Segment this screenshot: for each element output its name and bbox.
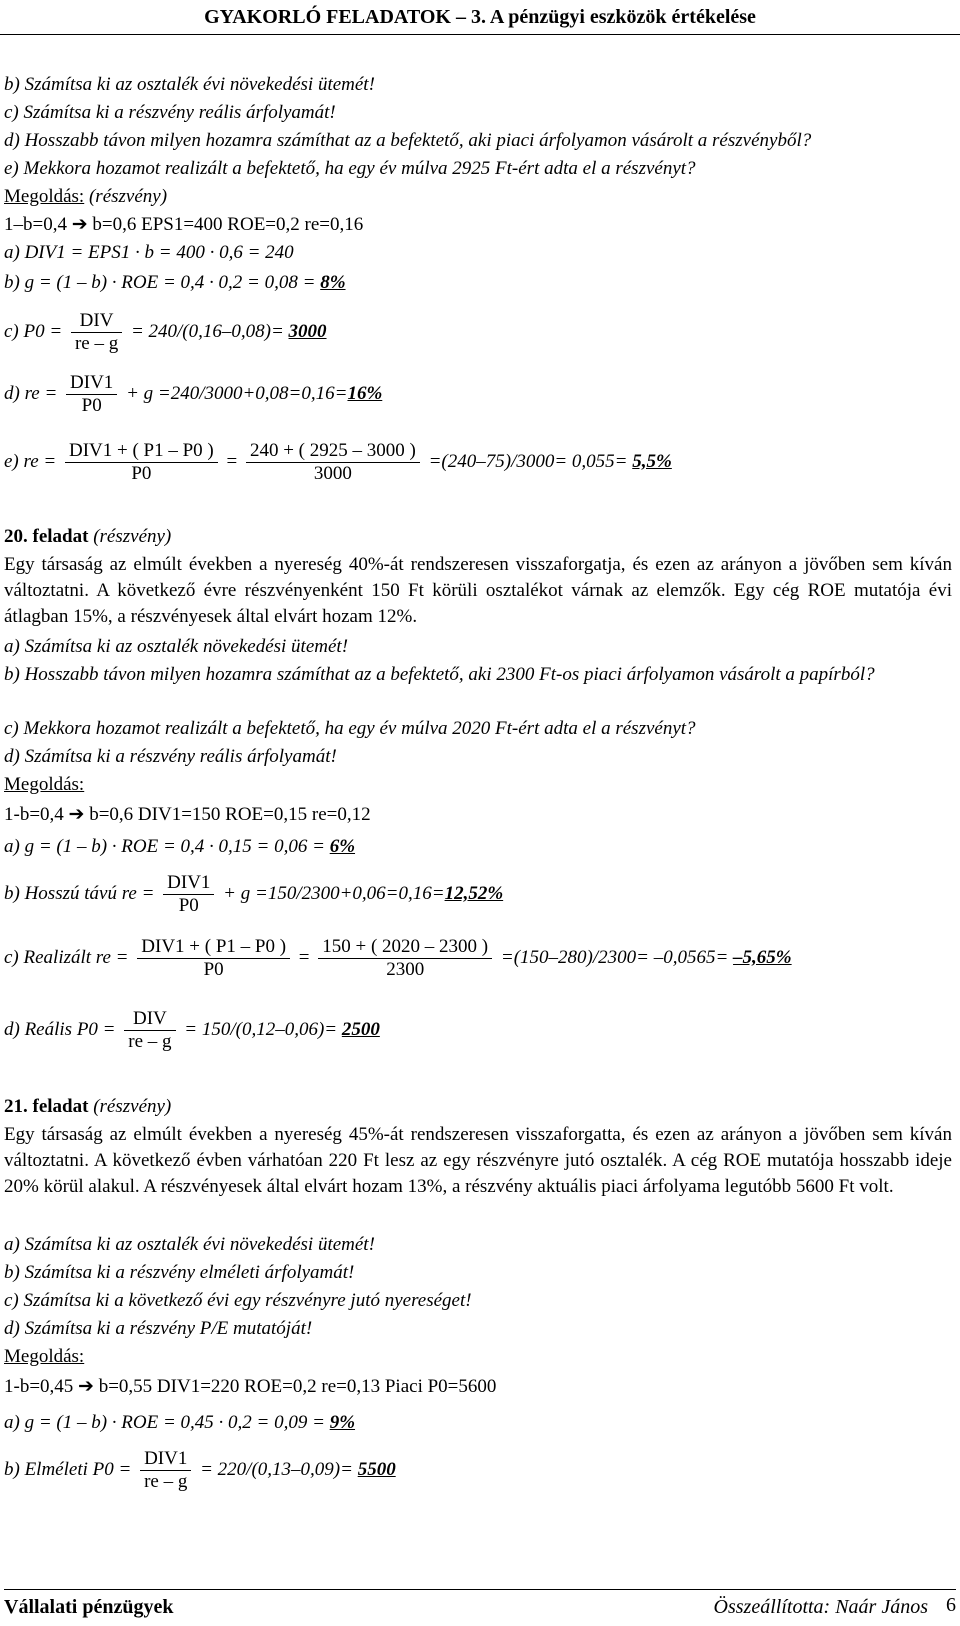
task-21-answer-b [4,1448,396,1493]
answer-e-label: e) re = [4,450,61,472]
task-20-answer-c-denominator-1: P0 [203,959,224,980]
answer-c-denominator: re – g [74,333,119,354]
task-21-tag: (részvény) [93,1096,172,1117]
task-20-answer-b-numerator: DIV1 [163,872,214,895]
task-20-answer-d-denominator: re – g [128,1031,172,1052]
task-21-answer-b-denominator: re – g [144,1471,188,1492]
task-20-answer-d-result: 2500 [341,1018,380,1040]
task-20-answer-c-numerator-1: DIV1 + ( P1 – P0 ) [137,936,290,959]
task-20-answer-c-denominator-2: 2300 [386,959,425,980]
task-20-answer-b-denominator: P0 [178,895,199,916]
answer-e-denominator-1: P0 [131,463,152,484]
answer-c-numerator: DIV [71,310,122,333]
task-20-answer-b-fraction [163,872,214,917]
answer-e-numerator-1: DIV1 + ( P1 – P0 ) [65,440,218,463]
task-20-answer-b-text: + g =150/2300+0,06=0,16= [223,882,445,904]
task-21-question-c: c) Számítsa ki a következő évi egy részvényre jutó nyereséget! [4,1290,472,1311]
task-20-question-a: a) Számítsa ki az osztalék növekedési ütemét! [4,636,349,657]
answer-d-numerator: DIV1 [66,372,117,395]
answer-e-fraction-2 [246,440,420,485]
task-21-text: Egy társaság az elmúlt években a nyereség 45%-át rendszeresen visszaforgatta, és ezen az arányon a jövőben sem kíván változtatni. A következő évben várhatóan 220 Ft lesz az egy részvényre jutó osztalék. A cég ROE mutatója hosszabb ideje 20% körül alakul. A részvényesek által elvárt hozam 13%, a részvény aktuális piaci árfolyama legutóbb 5600 Ft volt. [4,1124,952,1197]
task-21-answer-b-fraction [140,1448,191,1493]
solution-tag: (részvény) [88,186,168,207]
task-20-answer-c-text: =(150–280)/2300= –0,0565= [500,946,734,968]
answer-c-result: 3000 [288,320,327,342]
task-20-title: 20. feladat [4,526,89,547]
footer-course: Vállalati pénzügyek [4,1596,174,1618]
task-21-answer-a [4,1410,355,1436]
task-20-answer-b [4,872,503,917]
task-20-answer-d-text: = 150/(0,12–0,06)= [184,1018,342,1040]
task-20-answer-d [4,1008,380,1053]
task-20-answer-a-result: 6% [329,836,356,857]
task-20-question-c: c) Mekkora hozamot realizált a befektető, ha egy év múlva 2020 Ft-ért adta el a részvényt? [4,718,696,739]
task-20-answer-c: c) Realizált re = $\frac{\text{DIV1 + ( P1 – P0 )}}{P0}$ = $\frac{150 + ( 2020 - 2300 )}{2300}$ =(150–280)/2300= –0,0565= –5,65% [4,936,792,980]
task-21-answer-b-label: b) Elméleti P0 = [4,1458,137,1480]
task-20-answer-c-result: –5,65% [733,946,792,968]
answer-a: a) DIV1 = EPS1 · b = 400 · 0,6 = 240 [4,242,294,263]
task-20-answer-c-fraction-2 [318,936,492,981]
answer-c-text: = 240/(0,16–0,08)= [130,320,289,342]
footer-author: Összeállította: Naár János [713,1596,928,1618]
task-21-answer-b-numerator: DIV1 [140,1448,191,1471]
task-21-question-a: a) Számítsa ki az osztalék évi növekedési ütemét! [4,1234,375,1255]
task-20-tag: (részvény) [93,526,172,547]
answer-e-numerator-2: 240 + ( 2925 – 3000 ) [246,440,420,463]
question-d: d) Hosszabb távon milyen hozamra számíthat az a befektető, aki piaci árfolyamon vásárolt a részvényből? [4,130,812,151]
solution-heading [4,184,167,210]
page-number: 6 [946,1594,956,1616]
answer-e: e) re = $\frac{\text{DIV1 + ( P1 – P0 )}}{P0}$ = $\frac{240 + ( 2925 - 3000 )}{3000}$ =(240–75)/3000= 0,055= 5,5% [4,440,672,484]
task-21-title: 21. feladat [4,1096,89,1117]
task-20-answer-c-label: c) Realizált re = [4,946,134,968]
task-20-question-d: d) Számítsa ki a részvény reális árfolyamát! [4,746,337,767]
page-header: GYAKORLÓ FELADATOK – 3. A pénzügyi eszközök értékelése [0,0,960,35]
answer-d-text: + g =240/3000+0,08=0,16= [126,382,348,404]
answer-d [4,372,382,417]
task-20-heading [4,524,171,550]
task-20-given: 1-b=0,4 ➔ b=0,6 DIV1=150 ROE=0,15 re=0,12 [4,804,371,825]
answer-e-denominator-2: 3000 [313,463,352,484]
answer-b-text: b) g = (1 – b) · ROE = 0,4 · 0,2 = 0,08 = [4,272,321,293]
task-21-question-b: b) Számítsa ki a részvény elméleti árfolyamát! [4,1262,355,1283]
answer-d-denominator: P0 [81,395,102,416]
answer-b [4,270,346,296]
task-21-answer-a-text: a) g = (1 – b) · ROE = 0,45 · 0,2 = 0,09 = [4,1412,330,1433]
question-c: c) Számítsa ki a részvény reális árfolyamát! [4,102,336,123]
task-21-answer-a-result: 9% [329,1412,356,1433]
task-20-answer-d-fraction [124,1008,175,1053]
answer-e-fraction-1 [65,440,218,485]
task-20-answer-d-label: d) Reális P0 = [4,1018,121,1040]
question-e: e) Mekkora hozamot realizált a befektető, ha egy év múlva 2925 Ft-ért adta el a részvényt? [4,158,696,179]
task-20-answer-a-text: a) g = (1 – b) · ROE = 0,4 · 0,15 = 0,06 = [4,836,330,857]
answer-c [4,310,327,355]
given-values: 1–b=0,4 ➔ b=0,6 EPS1=400 ROE=0,2 re=0,16 [4,214,364,235]
answer-e-text: =(240–75)/3000= 0,055= [428,450,633,472]
answer-d-fraction [66,372,117,417]
task-21-heading [4,1094,171,1120]
task-20-answer-b-label: b) Hosszú távú re = [4,882,160,904]
answer-d-label: d) re = [4,382,63,404]
task-21-answer-b-text: = 220/(0,13–0,09)= [200,1458,358,1480]
page-footer [4,1589,956,1624]
task-21-question-d: d) Számítsa ki a részvény P/E mutatóját! [4,1318,313,1339]
answer-e-result: 5,5% [632,450,672,472]
question-b: b) Számítsa ki az osztalék évi növekedési ütemét! [4,74,375,95]
task-20-answer-d-numerator: DIV [124,1008,175,1031]
task-20-answer-b-result: 12,52% [444,882,504,904]
task-20-question-b: b) Hosszabb távon milyen hozamra számíthat az a befektető, aki 2300 Ft-os piaci árfolyamon vásárolt a papírból? [4,664,875,685]
task-20-solution-label: Megoldás: [4,774,85,795]
task-21-answer-b-result: 5500 [357,1458,396,1480]
answer-c-fraction [71,310,122,355]
task-20-answer-a [4,834,355,860]
task-20-text: Egy társaság az elmúlt években a nyereség 40%-át rendszeresen visszaforgatja, és ezen az arányon a jövőben sem kíván változtatni. A következő évre részvényenként 150 Ft körüli osztalékot várnak az elemzők. Egy cég ROE mutatója évi átlagban 15%, a részvényesek által elvárt hozam 12%. [4,554,952,627]
answer-d-result: 16% [347,382,383,404]
task-21-solution-label: Megoldás: [4,1346,85,1367]
answer-b-result: 8% [320,272,346,293]
task-20-answer-c-fraction-1 [137,936,290,981]
task-20-answer-c-numerator-2: 150 + ( 2020 – 2300 ) [318,936,492,959]
answer-c-label: c) P0 = [4,320,67,342]
task-21-given: 1-b=0,45 ➔ b=0,55 DIV1=220 ROE=0,2 re=0,13 Piaci P0=5600 [4,1376,497,1397]
solution-label: Megoldás: [4,186,85,207]
